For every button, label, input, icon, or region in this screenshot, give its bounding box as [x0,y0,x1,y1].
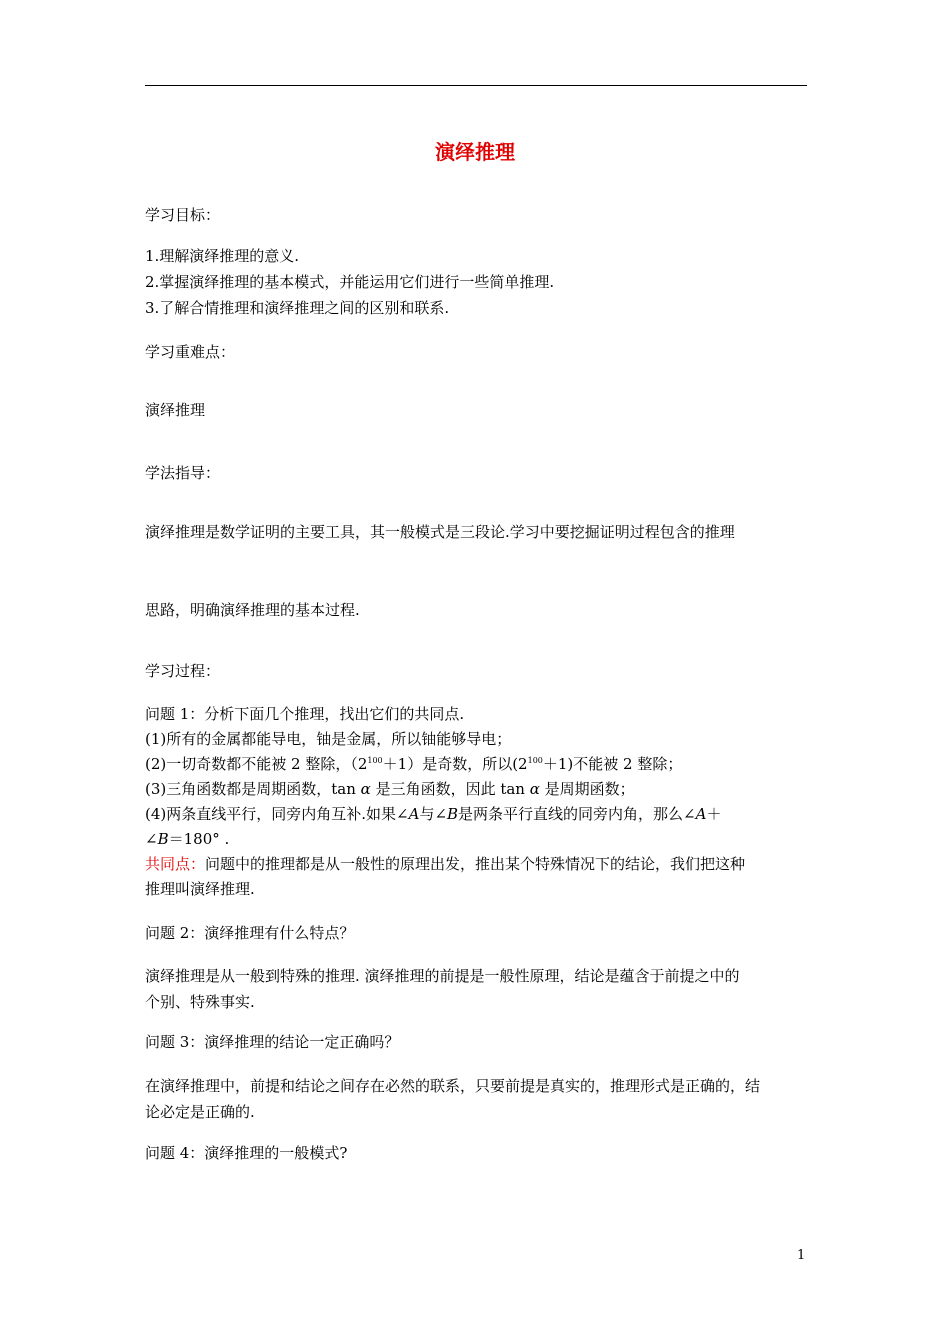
method-heading: 学法指导： [145,464,221,482]
q1-item-4: (4)两条直线平行，同旁内角互补.如果∠A与∠B是两条平行直线的同旁内角，那么∠A＋ [145,805,722,823]
common-point-label: 共同点： [145,855,206,873]
answer-3-line: 在演绎推理中，前提和结论之间存在必然的联系，只要前提是真实的，推理形式是正确的，结 [145,1077,761,1095]
q1-item-1: (1)所有的金属都能导电，铀是金属，所以铀能够导电； [145,730,512,748]
keypoints-heading: 学习重难点： [145,343,236,361]
answer-2-line: 演绎推理是从一般到特殊的推理. 演绎推理的前提是一般性原理，结论是蕴含于前提之中的 [145,967,740,985]
method-text-line: 思路，明确演绎推理的基本过程. [145,601,360,619]
process-heading: 学习过程： [145,662,221,680]
method-text-line: 演绎推理是数学证明的主要工具，其一般模式是三段论.学习中要挖掘证明过程包含的推理 [145,523,735,541]
answer-3-line: 论必定是正确的. [145,1103,255,1121]
q1-item-3: (3)三角函数都是周期函数，tan α 是三角函数，因此 tan α 是周期函数； [145,780,635,798]
q1-item-2: (2)一切奇数都不能被 2 整除，$(2^{100}+1)$是奇数，所以$(2^{100}+1)$不能被 2 整除； [145,755,683,773]
header-rule [145,85,807,86]
q1-item-4-continued: ∠B＝180° . [145,830,230,848]
objective-item: 1.理解演绎推理的意义. [145,247,300,265]
common-point-continued: 推理叫演绎推理. [145,880,255,898]
question-1: 问题 1：分析下面几个推理，找出它们的共同点. [145,705,465,723]
answer-2-line: 个别、特殊事实. [145,993,255,1011]
objectives-heading: 学习目标： [145,206,221,224]
objective-item: 2.掌握演绎推理的基本模式，并能运用它们进行一些简单推理. [145,273,555,291]
question-3: 问题 3：演绎推理的结论一定正确吗？ [145,1033,400,1051]
question-2: 问题 2：演绎推理有什么特点？ [145,924,355,942]
keypoints-text: 演绎推理 [145,401,206,419]
objective-item: 3.了解合情推理和演绎推理之间的区别和联系. [145,299,450,317]
page-number: 1 [797,1248,806,1263]
document-title: 演绎推理 [435,140,515,164]
question-4: 问题 4：演绎推理的一般模式? [145,1144,348,1162]
common-point: 共同点：问题中的推理都是从一般性的原理出发，推出某个特殊情况下的结论，我们把这种 [145,855,746,873]
